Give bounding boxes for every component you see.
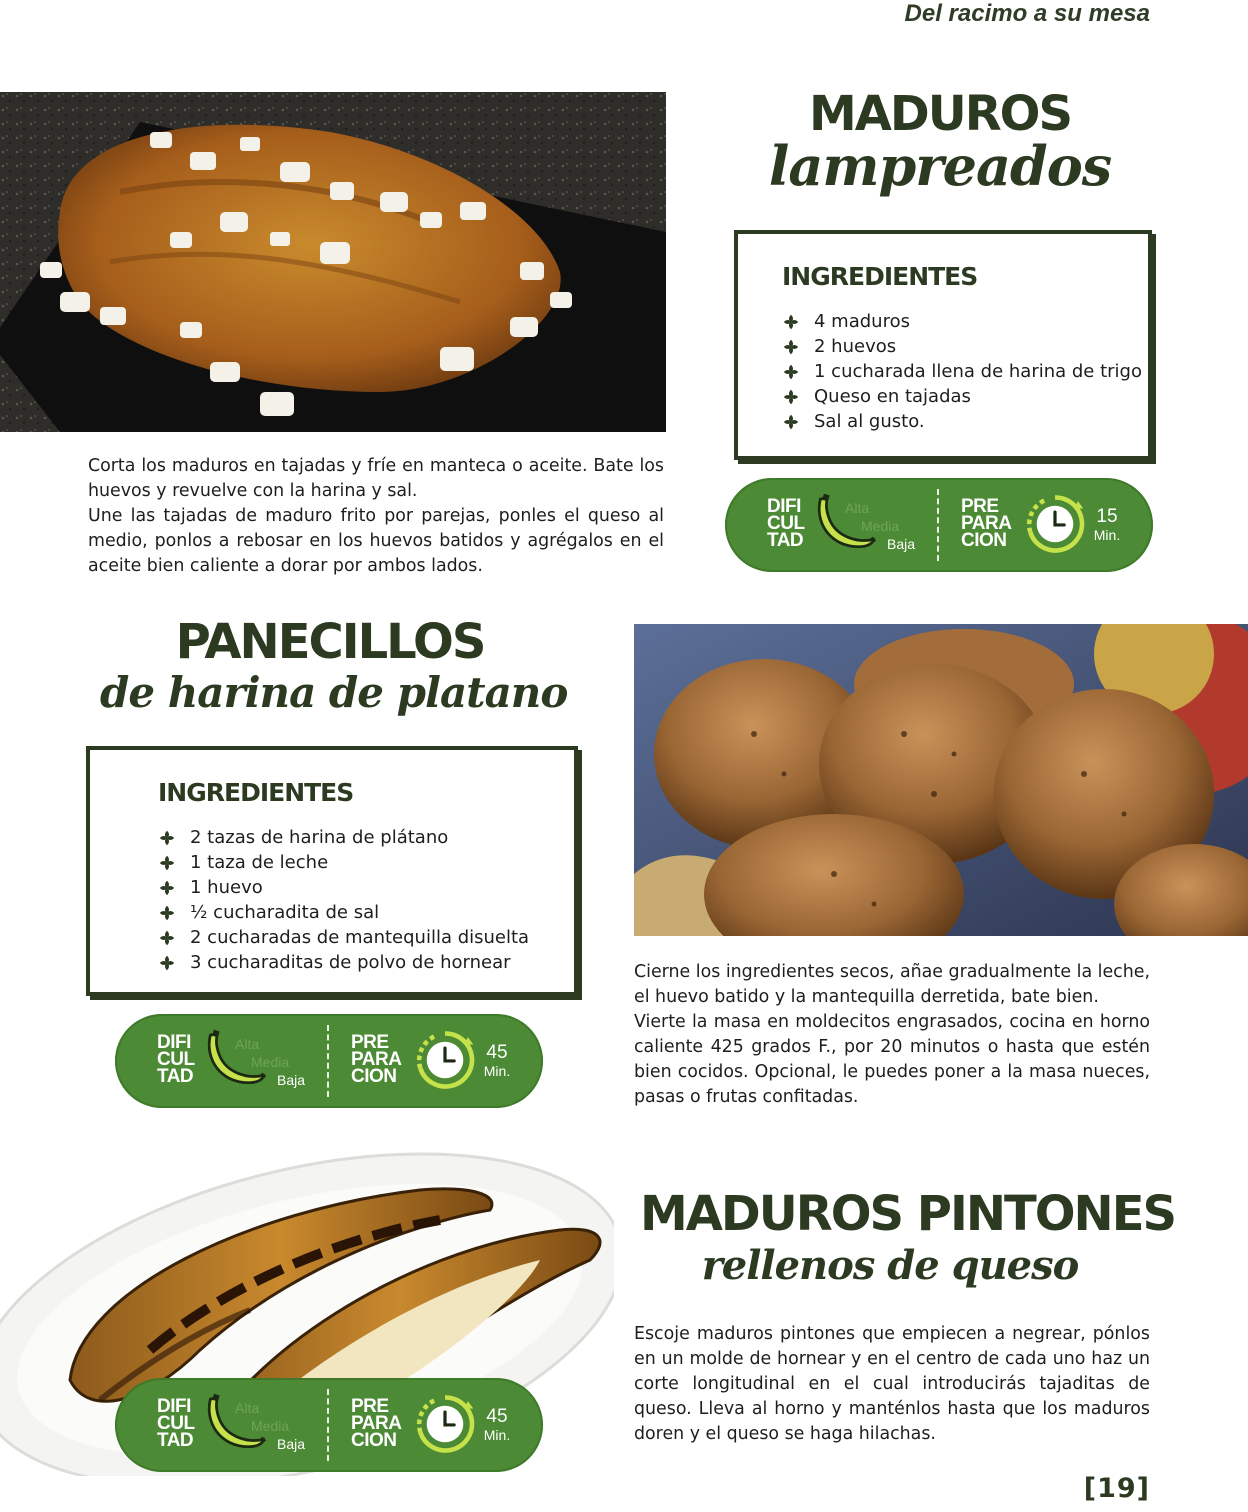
difficulty-level-baja: Baja (277, 1072, 306, 1088)
recipe-3-title-main: MADUROS PINTONES (640, 1186, 1176, 1242)
prep-time (477, 1044, 517, 1080)
ingredient-item (782, 409, 1148, 434)
ingredients-list (782, 309, 1148, 434)
prep-time-value: 45 (486, 1042, 508, 1063)
recipe-3-title-script: rellenos de queso (701, 1242, 1079, 1289)
clock-icon (1023, 492, 1087, 556)
preparation-label-line: CION (961, 530, 1007, 551)
ingredient-text: 1 huevo (190, 877, 263, 898)
preparation-label-line: PRE (351, 1396, 389, 1417)
clock-icon (413, 1028, 477, 1092)
ingredient-text: 2 huevos (814, 336, 897, 357)
ingredient-text: 3 cucharaditas de polvo de hornear (190, 952, 511, 973)
ingredient-text: 4 maduros (814, 311, 910, 332)
ingredient-item (158, 900, 574, 925)
preparation-label-line: PRE (961, 496, 999, 517)
leaf-bullet-icon (782, 363, 800, 381)
instruction-paragraph: Corta los maduros en tajadas y fríe en manteca o aceite. Bate los huevos y revuelve con la harina y sal. (88, 456, 664, 501)
difficulty-label-line: DIFI (157, 1396, 191, 1417)
recipe-2-info-pill (115, 1014, 543, 1108)
ingredient-item (158, 925, 574, 950)
prep-time-unit: Min. (483, 1063, 511, 1079)
recipe-2-title-script: de harina de platano (100, 668, 568, 717)
leaf-bullet-icon (782, 388, 800, 406)
difficulty-label-line: TAD (157, 1430, 194, 1451)
recipe-1-title-main: MADUROS (808, 86, 1072, 142)
difficulty-level-alta: Alta (235, 1036, 260, 1052)
preparation-label (961, 498, 1011, 549)
ingredient-item (158, 850, 574, 875)
leaf-bullet-icon (158, 879, 176, 897)
leaf-bullet-icon (158, 829, 176, 847)
ingredient-item (782, 384, 1148, 409)
instruction-paragraph: Escoje maduros pintones que empiecen a negrear, pónlos en un molde de hornear y en el centro de cada uno haz un corte longitudinal en el cual introducirás tajaditas de queso. Lleva al horno y manténlos hasta que los maduros doren y el queso se haga hilachas. (634, 1324, 1150, 1444)
ingredient-text: 1 taza de leche (190, 852, 329, 873)
difficulty-label-line: CUL (767, 513, 805, 534)
prep-time-value: 15 (1096, 506, 1118, 527)
leaf-bullet-icon (158, 904, 176, 922)
ingredient-item (782, 334, 1148, 359)
recipe-1-info-pill (725, 478, 1153, 572)
difficulty-level-alta: Alta (235, 1400, 260, 1416)
ingredient-item (158, 875, 574, 900)
ingredient-item (158, 825, 574, 850)
difficulty-level-media: Media (251, 1054, 290, 1070)
difficulty-label-line: CUL (157, 1049, 195, 1070)
page-number: [19] (1083, 1473, 1150, 1504)
prep-time (1087, 508, 1127, 544)
preparation-label-line: PARA (351, 1413, 402, 1434)
prep-time-unit: Min. (1093, 527, 1121, 543)
recipe-2-title-main: PANECILLOS (175, 614, 485, 670)
prep-time-value: 45 (486, 1406, 508, 1427)
recipe-1-ingredients-box (734, 230, 1152, 460)
difficulty-label-line: TAD (767, 530, 804, 551)
recipe-1-title-script: lampreados (768, 134, 1112, 198)
preparation-label (351, 1398, 401, 1449)
recipe-3-instructions (634, 1322, 1150, 1447)
ingredient-text: 1 cucharada llena de harina de trigo (814, 361, 1142, 382)
prep-time (477, 1408, 517, 1444)
preparation-label (351, 1034, 401, 1085)
pill-divider (327, 1389, 329, 1461)
difficulty-label (767, 498, 805, 549)
difficulty-level-baja: Baja (887, 536, 916, 552)
difficulty-level-media: Media (861, 518, 900, 534)
recipe-2-ingredients-box (86, 746, 578, 996)
recipe-1-instructions (88, 454, 664, 579)
preparation-label-line: PRE (351, 1032, 389, 1053)
difficulty-level-alta: Alta (845, 500, 870, 516)
preparation-label-line: CION (351, 1430, 397, 1451)
leaf-bullet-icon (158, 929, 176, 947)
ingredient-item (782, 359, 1148, 384)
recipe-3-info-pill (115, 1378, 543, 1472)
difficulty-label (157, 1034, 195, 1085)
prep-time-unit: Min. (483, 1427, 511, 1443)
page-header-tagline: Del racimo a su mesa (904, 0, 1150, 27)
difficulty-label-line: DIFI (767, 496, 801, 517)
pill-divider (937, 489, 939, 561)
leaf-bullet-icon (158, 954, 176, 972)
preparation-label-line: PARA (961, 513, 1012, 534)
instruction-paragraph: Cierne los ingredientes secos, añae gradualmente la leche, el huevo batido y la mantequilla derretida, bate bien. (634, 962, 1150, 1007)
ingredient-text: Queso en tajadas (814, 386, 971, 407)
leaf-bullet-icon (782, 313, 800, 331)
ingredients-list (158, 825, 574, 975)
ingredient-item (158, 950, 574, 975)
difficulty-level-baja: Baja (277, 1436, 306, 1452)
instruction-paragraph: Vierte la masa en moldecitos engrasados, cocina en horno caliente 425 grados F., por 20 minutos o hasta que estén bien cocidos. Opcional, le puedes poner a la masa nueces, pasas o frutas confitadas. (634, 1012, 1150, 1107)
instruction-paragraph: Une las tajadas de maduro frito por parejas, ponles el queso al medio, ponlos a rebosar en los huevos batidos y agrégalos en el aceite bien caliente a dorar por ambos lados. (88, 506, 664, 576)
panecillos-photo (634, 624, 1248, 936)
leaf-bullet-icon (782, 338, 800, 356)
leaf-bullet-icon (158, 854, 176, 872)
clock-icon (413, 1392, 477, 1456)
ingredient-text: 2 tazas de harina de plátano (190, 827, 449, 848)
pill-divider (327, 1025, 329, 1097)
difficulty-label-line: CUL (157, 1413, 195, 1434)
ingredients-title: INGREDIENTES (782, 262, 978, 291)
ingredients-title: INGREDIENTES (158, 778, 354, 807)
difficulty-label (157, 1398, 195, 1449)
difficulty-label-line: DIFI (157, 1032, 191, 1053)
difficulty-level-media: Media (251, 1418, 290, 1434)
ingredient-item (782, 309, 1148, 334)
recipe-2-instructions (634, 960, 1150, 1110)
maduros-lampreados-photo (0, 92, 666, 432)
ingredient-text: Sal al gusto. (814, 411, 925, 432)
difficulty-label-line: TAD (157, 1066, 194, 1087)
preparation-label-line: PARA (351, 1049, 402, 1070)
leaf-bullet-icon (782, 413, 800, 431)
ingredient-text: ½ cucharadita de sal (190, 902, 380, 923)
preparation-label-line: CION (351, 1066, 397, 1087)
ingredient-text: 2 cucharadas de mantequilla disuelta (190, 927, 530, 948)
